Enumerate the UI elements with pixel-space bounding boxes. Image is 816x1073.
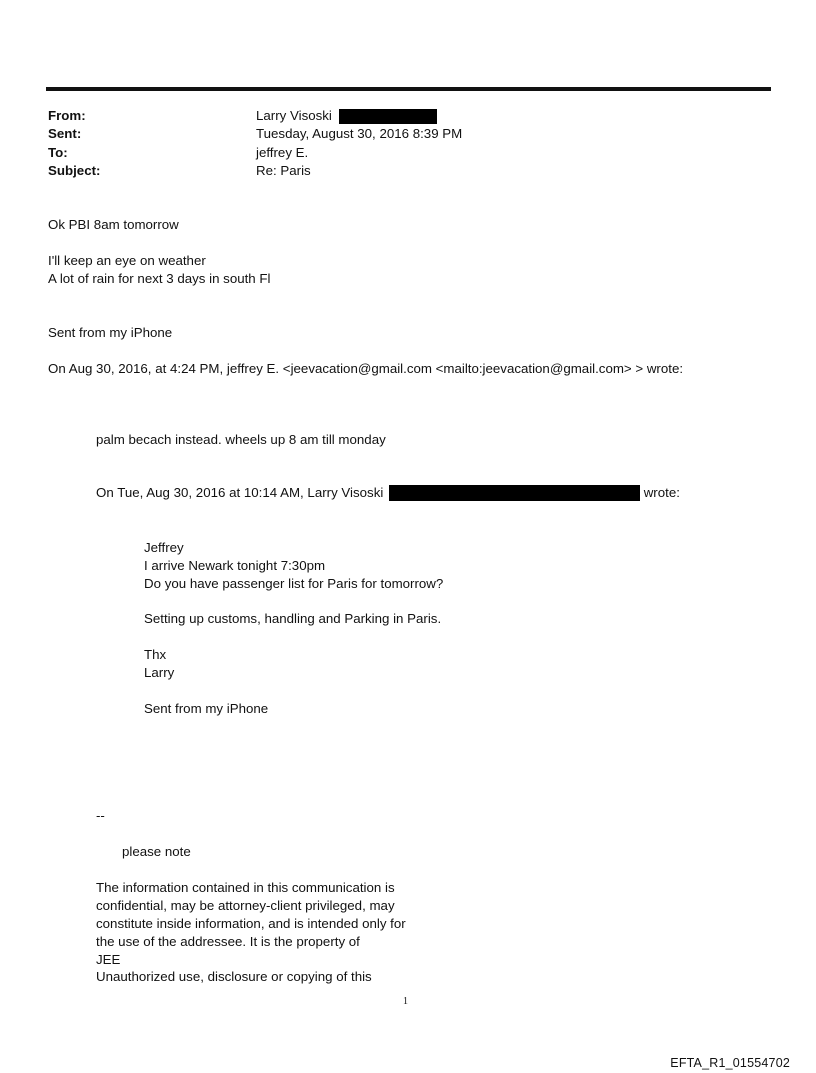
body-line: I'll keep an eye on weather [48, 253, 206, 268]
to-value: jeffrey E. [256, 145, 309, 160]
redaction-box [389, 485, 640, 501]
body-line: Ok PBI 8am tomorrow [48, 217, 179, 232]
subject-value: Re: Paris [256, 163, 311, 178]
sent-label: Sent: [48, 126, 82, 141]
from-label: From: [48, 108, 86, 123]
quote-header-2-start: On Tue, Aug 30, 2016 at 10:14 AM, Larry Visoski [96, 485, 384, 500]
from-value [256, 108, 437, 124]
body-line: A lot of rain for next 3 days in south Fl [48, 271, 271, 286]
quoted-line: Setting up customs, handling and Parking in Paris. [144, 611, 442, 626]
subject-label: Subject: [48, 163, 101, 178]
disclaimer-line: constitute inside information, and is intended only for [96, 916, 406, 931]
bates-number: EFTA_R1_01554702 [670, 1056, 790, 1070]
reply-line: palm becach instead. wheels up 8 am till monday [96, 432, 386, 447]
to-label: To: [48, 145, 68, 160]
from-name: Larry Visoski [256, 108, 332, 123]
signature: Sent from my iPhone [48, 325, 173, 340]
disclaimer-line: confidential, may be attorney-client privileged, may [96, 898, 395, 913]
quoted-line: Thx [144, 647, 167, 662]
quote-header: On Aug 30, 2016, at 4:24 PM, jeffrey E. <jeevacation@gmail.com <mailto:jeevacation@gmail.com> > wrote: [48, 361, 684, 376]
disclaimer-line: Unauthorized use, disclosure or copying of this [96, 969, 372, 984]
disclaimer-line: the use of the addressee. It is the property of [96, 934, 360, 949]
quoted-line: Larry [144, 665, 175, 680]
redaction-box [339, 109, 437, 124]
please-note: please note [122, 844, 191, 859]
disclaimer-line: JEE [96, 952, 121, 967]
quoted-line: I arrive Newark tonight 7:30pm [144, 558, 326, 573]
disclaimer-line: The information contained in this communication is [96, 880, 395, 895]
quoted-signature: Sent from my iPhone [144, 701, 269, 716]
header-rule [46, 87, 771, 91]
signature-dash: -- [96, 808, 105, 823]
quote-header-2 [96, 485, 680, 501]
quoted-line: Jeffrey [144, 540, 184, 555]
page-number: 1 [403, 996, 408, 1007]
sent-value: Tuesday, August 30, 2016 8:39 PM [256, 126, 463, 141]
quote-header-2-end: wrote: [643, 485, 680, 500]
quoted-line: Do you have passenger list for Paris for tomorrow? [144, 576, 444, 591]
